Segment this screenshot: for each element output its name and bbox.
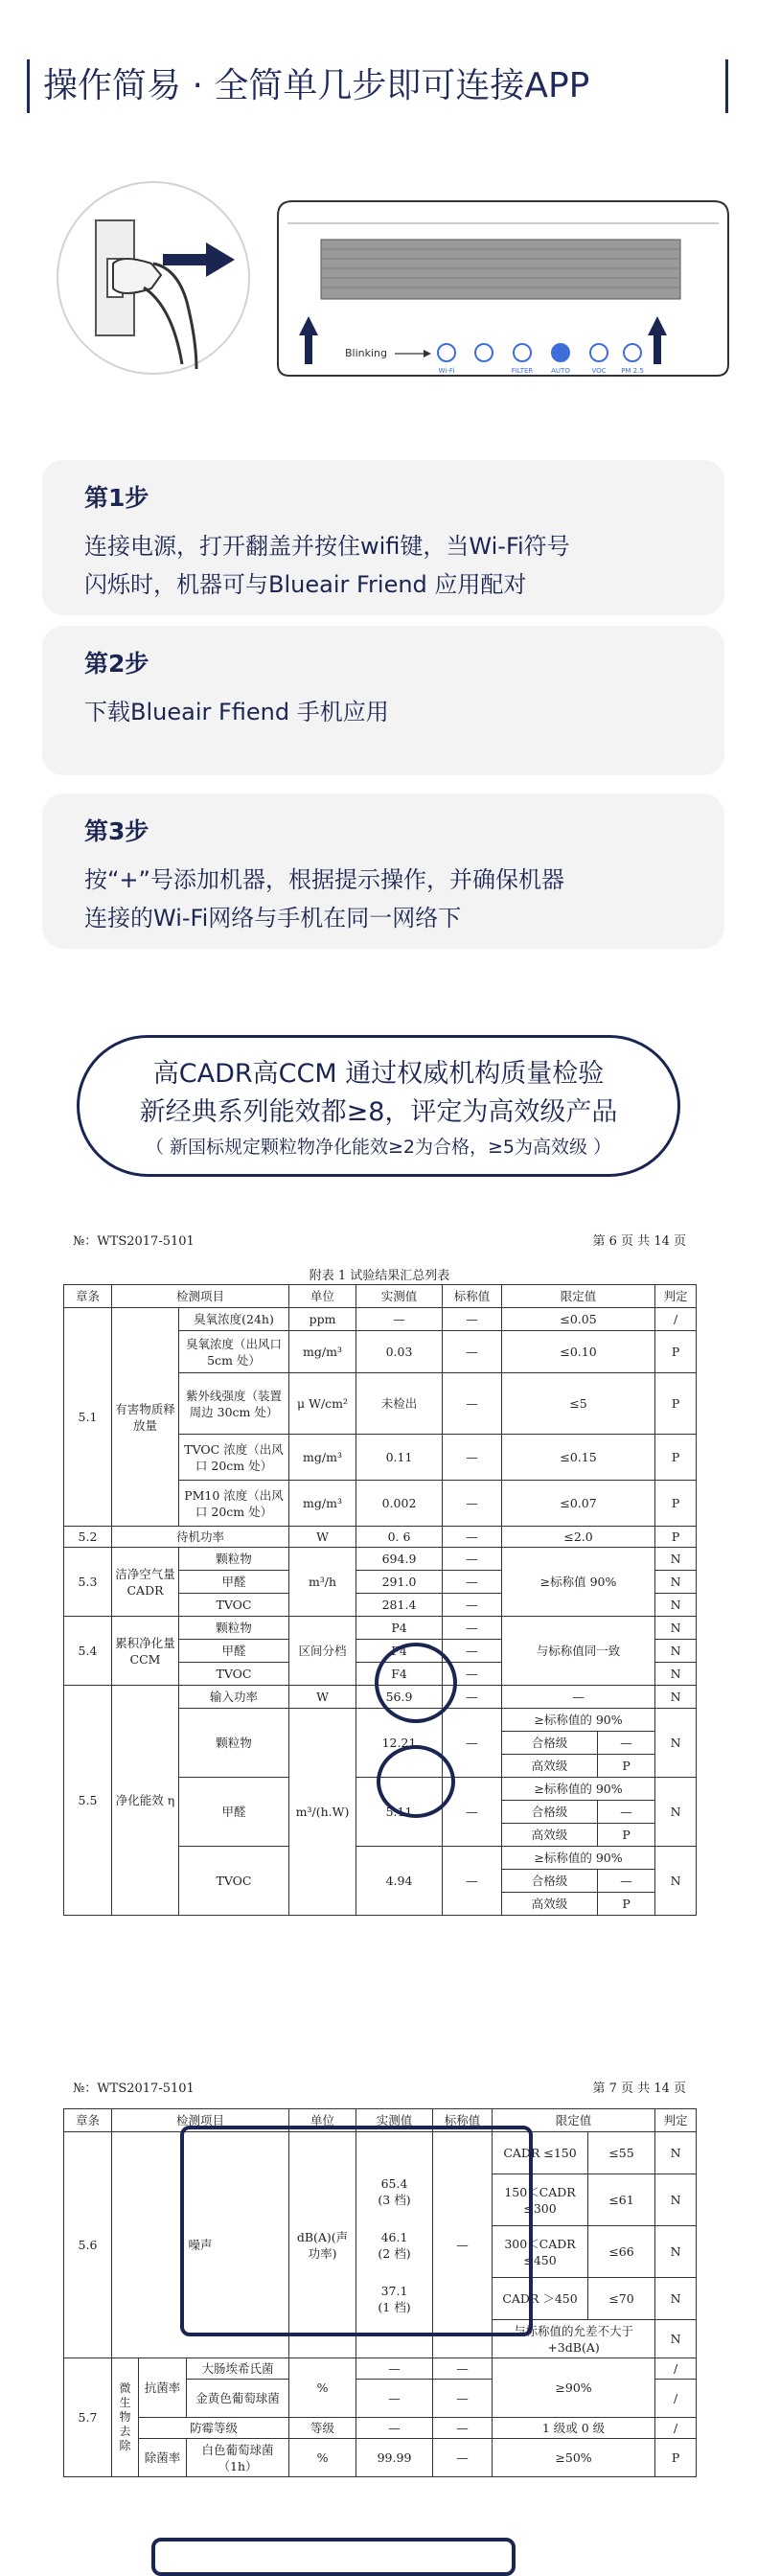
title-bar-left [27,59,30,113]
item-cell: 颗粒物 [179,1617,289,1640]
noise-gear: (1 档) [378,2299,411,2314]
grade-value: — [598,1870,655,1893]
item-cell: 甲醛 [179,1571,289,1594]
value-cell: 291.0 [356,1571,443,1594]
result-cell: N [655,1663,697,1686]
table-row [64,1527,697,1548]
value-cell: 0.002 [356,1481,443,1527]
limit-condition: CADR ≤150 [493,2132,588,2174]
step-line: 下载Blueair Ffiend 手机应用 [84,699,389,725]
section-group: 净化能效 η [112,1686,179,1916]
nominal-cell: — [443,1640,502,1663]
test-report-page-6 [63,1230,696,1916]
value-cell: 694.9 [356,1548,443,1571]
section-number: 5.2 [64,1527,112,1548]
unit-cell: dB(A)(声功率) [289,2132,356,2358]
nominal-cell: — [443,1847,502,1916]
unit-cell: mg/m³ [289,1331,356,1373]
page-header [0,0,757,172]
noise-gear: (2 档) [378,2245,411,2261]
report-page-number: 第 6 页 共 14 页 [592,1234,686,1249]
unit-cell: ppm [289,1308,356,1331]
grade-value: — [598,1732,655,1755]
grade-label: 高效级 [502,1824,598,1847]
item-cell: 颗粒物 [179,1548,289,1571]
header-cell: 判定 [655,2109,697,2132]
result-cell: N [655,1640,697,1663]
table-row [64,2132,697,2174]
header-cell: 判定 [655,1285,697,1308]
value-cell: — [356,1308,443,1331]
header-cell: 限定值 [502,1285,655,1308]
section-group: 洁净空气量 CADR [112,1548,179,1617]
limit-cell: 1 级或 0 级 [493,2418,655,2439]
result-cell: N [655,1847,697,1916]
unit-cell: 等级 [289,2418,356,2439]
icon-label-wifi: Wi-Fi [438,367,455,375]
unit-cell: % [289,2439,356,2477]
item-cell: 大肠埃希氏菌 [187,2358,289,2380]
limit-cell: ≤0.15 [502,1435,655,1481]
grade-value: P [598,1755,655,1778]
page-title: 操作简易 · 全简单几步即可连接APP [43,66,590,105]
item-cell: 待机功率 [112,1527,289,1548]
result-cell: N [655,2320,697,2358]
unit-cell: mg/m³ [289,1481,356,1527]
table-row [64,2358,697,2380]
noise-value: 37.1 [380,2283,408,2298]
value-cell: 281.4 [356,1594,443,1617]
section-group: 微生物去除 [112,2358,139,2477]
step-line: 连接的Wi-Fi网络与手机在同一网络下 [84,905,462,932]
icon-label-auto: AUTO [551,367,570,375]
table-header-row [64,2109,697,2132]
unit-cell: W [289,1527,356,1548]
item-cell: TVOC [179,1594,289,1617]
header-cell: 标称值 [443,1285,502,1308]
item-cell: 臭氧浓度(24h) [179,1308,289,1331]
grade-value: — [598,1801,655,1824]
report-page-number: 第 7 页 共 14 页 [592,2082,686,2096]
limit-cell: ≥标称值的 90% [502,1847,655,1870]
report-number: №：WTS2017-5101 [73,2082,195,2096]
header-cell: 实测值 [356,1285,443,1308]
value-cell: 4.94 [356,1847,443,1916]
result-cell: N [655,2132,697,2174]
item-cell: 臭氧浓度（出风口 5cm 处） [179,1331,289,1373]
limit-cell: ≥标称值的 90% [502,1778,655,1801]
item-cell: TVOC [179,1663,289,1686]
limit-cell: ≤5 [502,1373,655,1435]
result-cell: N [655,2174,697,2226]
table-row [64,1617,697,1640]
nominal-cell: — [433,2418,493,2439]
step-line: 按“+”号添加机器，根据提示操作，并确保机器 [84,866,564,893]
setup-diagram [0,168,757,398]
nominal-cell: — [443,1663,502,1686]
item-cell: TVOC [179,1847,289,1916]
section-number: 5.6 [64,2132,112,2358]
step-title: 第1步 [84,484,149,512]
result-cell: P [655,2439,697,2477]
nominal-cell: — [443,1435,502,1481]
nominal-cell: — [443,1548,502,1571]
icon-label-filter: FILTER [511,367,534,375]
limit-max: ≤70 [588,2278,655,2320]
limit-cell: ≤0.10 [502,1331,655,1373]
grade-label: 高效级 [502,1755,598,1778]
report-number: №：WTS2017-5101 [73,1234,195,1249]
value-cell: — [356,2418,433,2439]
result-cell: N [655,1594,697,1617]
result-cell: P [655,1481,697,1527]
removal-highlight-box [151,2538,516,2576]
result-cell: / [655,2418,697,2439]
step-line: 闪烁时，机器可与Blueair Friend 应用配对 [84,571,527,598]
unit-cell: 区间分档 [289,1617,356,1686]
table-row [64,2439,697,2477]
power-plug-illustration [57,182,249,374]
nominal-cell: — [443,1331,502,1373]
limit-condition: CADR ＞450 [493,2278,588,2320]
item-cell: 甲醛 [179,1640,289,1663]
table-row [64,2418,697,2439]
step-card-2 [42,626,724,775]
step-title: 第3步 [84,817,149,845]
unit-cell: μ W/cm² [289,1373,356,1435]
unit-cell: % [289,2358,356,2418]
unit-cell: m³/(h.W) [289,1709,356,1916]
subgroup-cell: 除菌率 [139,2439,187,2477]
grade-label: 合格级 [502,1870,598,1893]
limit-cell: ≥50% [493,2439,655,2477]
noise-values-cell [356,2132,433,2358]
section-number: 5.7 [64,2358,112,2477]
title-bar-right [725,59,728,113]
subgroup-cell: 抗菌率 [139,2358,187,2418]
grade-value: P [598,1893,655,1916]
header-cell: 限定值 [493,2109,655,2132]
result-cell: N [655,1571,697,1594]
value-cell: 未检出 [356,1373,443,1435]
result-cell: N [655,1548,697,1571]
limit-cell: ≥标称值 90% [502,1548,655,1617]
header-cell: 章条 [64,2109,112,2132]
cadr-line-2: 新经典系列能效都≥8，评定为高效级产品 [139,1097,618,1127]
limit-max: ≤61 [588,2174,655,2226]
step-title: 第2步 [84,650,149,678]
cadr-line-1: 高CADR高CCM 通过权威机构质量检验 [152,1059,605,1089]
header-cell: 标称值 [433,2109,493,2132]
value-cell: 0.11 [356,1435,443,1481]
grade-label: 高效级 [502,1893,598,1916]
result-cell: N [655,1686,697,1709]
result-cell: N [655,1709,697,1778]
step-card-1 [42,460,724,615]
result-cell: P [655,1527,697,1548]
nominal-cell: — [443,1594,502,1617]
section-number: 5.1 [64,1308,112,1527]
noise-gear: (3 档) [378,2192,411,2207]
grade-value: P [598,1824,655,1847]
nominal-cell: — [443,1308,502,1331]
unit-cell: W [289,1686,356,1709]
value-cell: 99.99 [356,2439,433,2477]
limit-condition: 300＜CADR ≤450 [493,2226,588,2278]
item-cell: 输入功率 [179,1686,289,1709]
result-cell: N [655,2278,697,2320]
purifier-panel-illustration [278,201,728,376]
item-cell: 甲醛 [179,1778,289,1847]
section-group: 累积净化量 CCM [112,1617,179,1686]
grade-label: 合格级 [502,1801,598,1824]
nominal-cell: — [443,1709,502,1778]
nominal-cell: — [433,2132,493,2358]
noise-value: 46.1 [380,2229,408,2244]
nominal-cell: — [443,1617,502,1640]
nominal-cell: — [443,1778,502,1847]
step-card-3 [42,794,724,949]
limit-cell: — [502,1686,655,1709]
limit-cell: 与标称值同一致 [502,1617,655,1686]
value-cell: — [356,2380,433,2418]
nominal-cell: — [443,1571,502,1594]
blinking-label: Blinking [345,347,388,359]
test-results-table [63,1284,697,1916]
value-cell: P4 [356,1617,443,1640]
value-cell: 0. 6 [356,1527,443,1548]
result-cell: P [655,1331,697,1373]
result-cell: N [655,1778,697,1847]
item-cell: 颗粒物 [179,1709,289,1778]
nominal-cell: — [433,2358,493,2380]
limit-cell: ≥90% [493,2358,655,2418]
unit-cell: m³/h [289,1548,356,1617]
nominal-cell: — [443,1373,502,1435]
section-number: 5.4 [64,1617,112,1686]
step-line: 连接电源，打开翻盖并按住wifi键，当Wi-Fi符号 [84,533,570,560]
icon-label-voc: VOC [591,367,607,375]
nominal-cell: — [443,1481,502,1527]
result-cell: N [655,2226,697,2278]
result-cell: / [655,1308,697,1331]
item-cell: 噪声 [112,2132,289,2358]
step-description [84,693,682,731]
limit-max: ≤66 [588,2226,655,2278]
value-cell: F4 [356,1640,443,1663]
item-cell: 白色葡萄球菌（1h） [187,2439,289,2477]
table-row [64,1308,697,1331]
table-row [64,1686,697,1709]
nominal-cell: — [433,2380,493,2418]
noise-value: 65.4 [380,2175,408,2191]
limit-cell: ≤0.07 [502,1481,655,1527]
setup-illustration [0,168,757,398]
table-row [64,1548,697,1571]
step-description [84,861,682,937]
step-description [84,527,682,604]
limit-cell: ≥标称值的 90% [502,1709,655,1732]
section-number: 5.5 [64,1686,112,1916]
test-report-page-7 [63,2078,696,2477]
value-cell: 12.21 [356,1709,443,1778]
result-cell: / [655,2380,697,2418]
cadr-highlight-banner [77,1035,680,1177]
result-cell: / [655,2358,697,2380]
value-cell: 56.9 [356,1686,443,1709]
unit-cell: mg/m³ [289,1435,356,1481]
value-cell: 5.11 [356,1778,443,1847]
limit-condition: 150＜CADR ≤300 [493,2174,588,2226]
value-cell: F4 [356,1663,443,1686]
value-cell: — [356,2358,433,2380]
result-cell: N [655,1617,697,1640]
result-cell: P [655,1435,697,1481]
value-cell: 0.03 [356,1331,443,1373]
nominal-cell: — [433,2439,493,2477]
item-cell: TVOC 浓度（出风口 20cm 处） [179,1435,289,1481]
report-header [63,1230,696,1252]
table-header-row [64,1285,697,1308]
test-results-table-continued [63,2108,697,2477]
limit-cell: ≤0.05 [502,1308,655,1331]
limit-cell: 与标称值的允差不大于+3dB(A) [493,2320,655,2358]
item-cell: PM10 浓度（出风口 20cm 处） [179,1481,289,1527]
header-cell: 检测项目 [112,1285,289,1308]
result-cell: P [655,1373,697,1435]
header-cell: 单位 [289,2109,356,2132]
report-header [63,2078,696,2099]
header-cell: 单位 [289,1285,356,1308]
icon-label-pm25: PM 2.5 [621,367,644,375]
nominal-cell: — [443,1686,502,1709]
header-cell: 实测值 [356,2109,433,2132]
nominal-cell: — [443,1527,502,1548]
item-cell: 金黄色葡萄球菌 [187,2380,289,2418]
header-cell: 章条 [64,1285,112,1308]
cadr-line-3: （ 新国标规定颗粒物净化能效≥2为合格，≥5为高效级 ） [145,1137,612,1158]
section-group: 有害物质释放量 [112,1308,179,1527]
header-cell: 检测项目 [112,2109,289,2132]
item-cell: 紫外线强度（装置周边 30cm 处） [179,1373,289,1435]
section-number: 5.3 [64,1548,112,1617]
limit-cell: ≤2.0 [502,1527,655,1548]
report-table-caption: 附表 1 试验结果汇总列表 [309,1269,450,1283]
grade-label: 合格级 [502,1732,598,1755]
item-cell: 防霉等级 [139,2418,289,2439]
limit-max: ≤55 [588,2132,655,2174]
